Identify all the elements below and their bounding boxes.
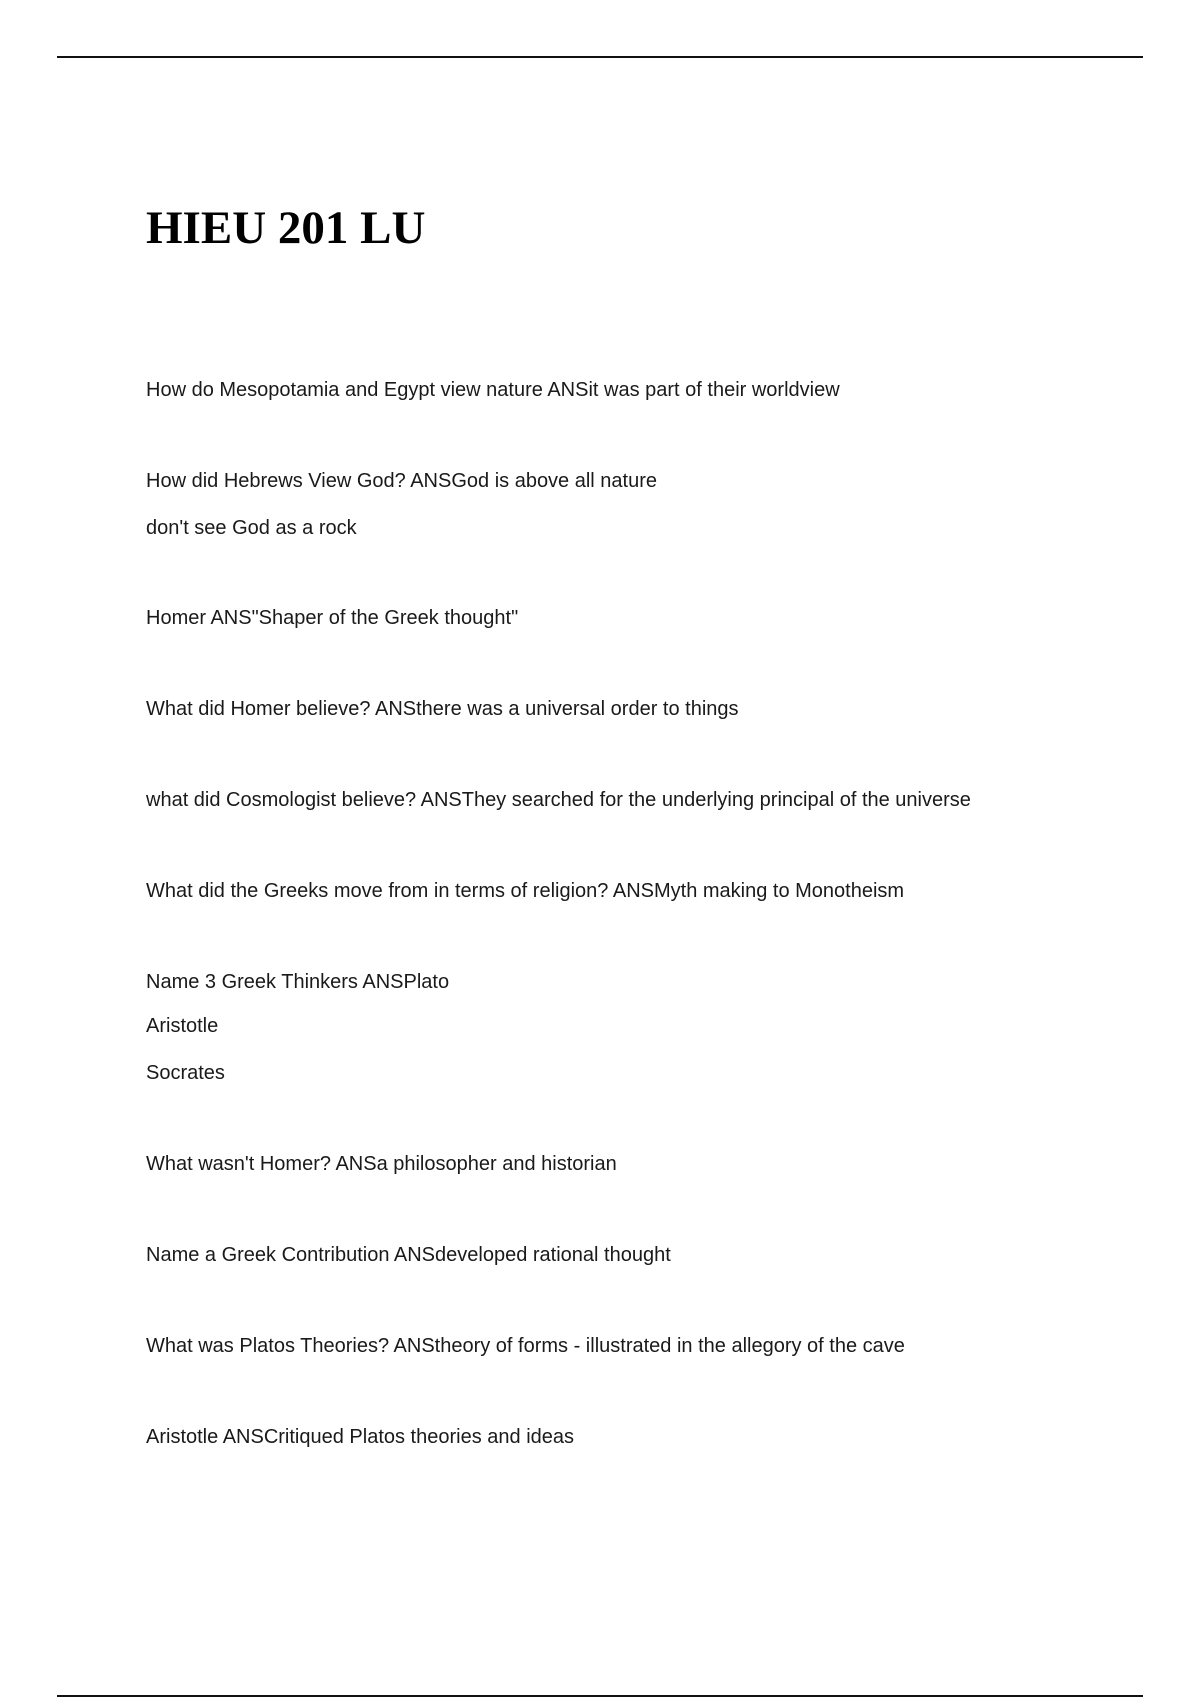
entry-5-line-1: what did Cosmologist believe? ANSThey searched for the underlying principal of the universe [146, 789, 971, 811]
entry-11-line-1: Aristotle ANSCritiqued Platos theories and ideas [146, 1426, 575, 1448]
entry-7-line-2: Aristotle [146, 1015, 219, 1037]
entry-7-line-3: Socrates [146, 1062, 225, 1084]
entry-10-line-1: What was Platos Theories? ANStheory of forms - illustrated in the allegory of the cave [146, 1335, 905, 1357]
entry-8-line-1: What wasn't Homer? ANSa philosopher and historian [146, 1153, 617, 1175]
entry-6-line-1: What did the Greeks move from in terms of religion? ANSMyth making to Monotheism [146, 880, 905, 902]
entry-1-line-1: How do Mesopotamia and Egypt view nature ANSit was part of their worldview [146, 379, 840, 401]
entry-3-line-1: Homer ANS"Shaper of the Greek thought" [146, 607, 519, 629]
header-rule [57, 56, 1143, 58]
entry-7-line-1: Name 3 Greek Thinkers ANSPlato [146, 971, 450, 993]
footer-rule [57, 1695, 1143, 1697]
entry-2-line-2: don't see God as a rock [146, 517, 357, 539]
entry-9-line-1: Name a Greek Contribution ANSdeveloped rational thought [146, 1244, 671, 1266]
entry-2-line-1: How did Hebrews View God? ANSGod is above all nature [146, 470, 658, 492]
document-title: HIEU 201 LU [146, 202, 426, 254]
entry-4-line-1: What did Homer believe? ANSthere was a universal order to things [146, 698, 739, 720]
